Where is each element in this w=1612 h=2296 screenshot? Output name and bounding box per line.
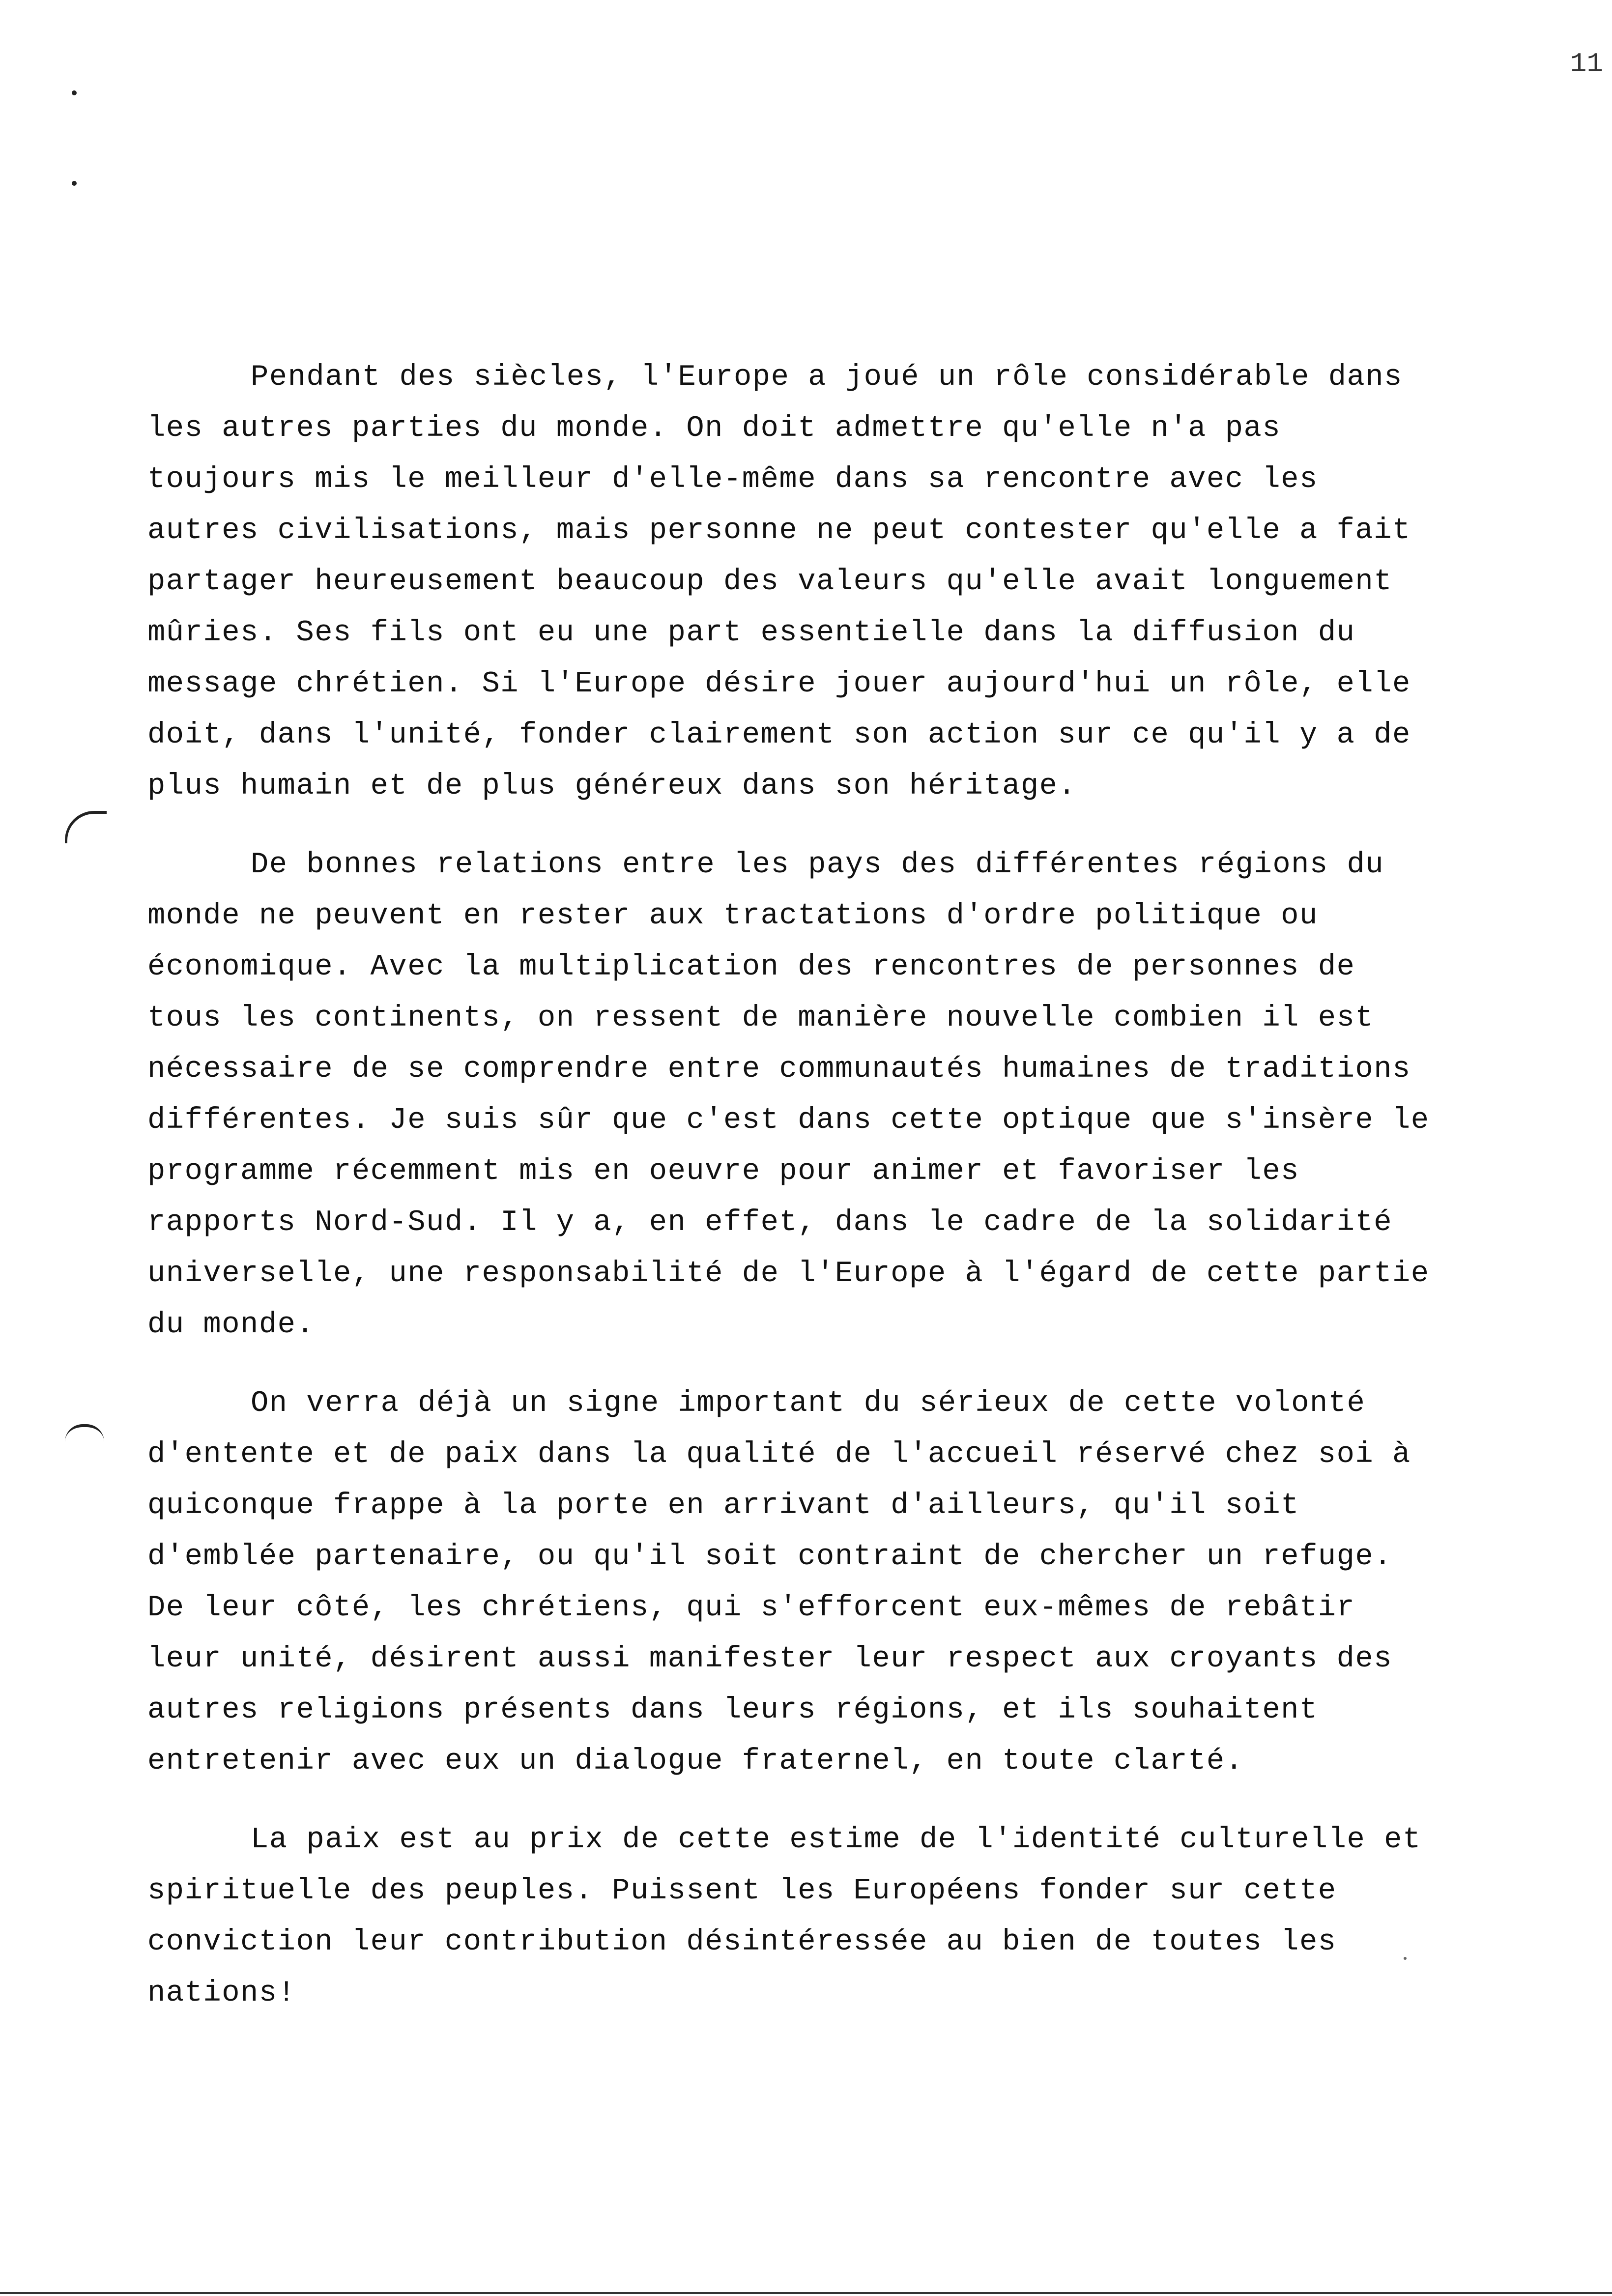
paragraph-2: De bonnes relations entre les pays des différentes régions du monde ne peuvent en rester aux tractations d'ordre politique ou économique. Avec la multiplication des rencontres de personnes de tous les continents, on ressent de manière nouvelle combien il est nécessaire de se comprendre entre communautés humaines de traditions différentes. Je suis sûr que c'est dans cette optique que s'insère le programme récemment mis en oeuvre pour animer et favoriser les rapports Nord-Sud. Il y a, en effet, dans le cadre de la solidarité universelle, une responsabilité de l'Europe à l'égard de cette partie du monde.: [147, 848, 1430, 1342]
paragraph-4: La paix est au prix de cette estime de l'identité culturelle et spirituelle des peuples. Puissent les Européens fonder sur cette conviction leur contribution désintéressée au bien de toutes les nations!: [147, 1823, 1421, 2010]
scan-mark: [65, 1424, 104, 1442]
scan-mark: [65, 811, 107, 843]
bottom-edge-line: [0, 2292, 1612, 2294]
scan-speck: [72, 90, 77, 95]
paragraph-1: Pendant des siècles, l'Europe a joué un rôle considérable dans les autres parties du monde. On doit admettre qu'elle n'a pas toujours mis le meilleur d'elle-même dans sa rencontre avec les autres civilisations, mais personne ne peut contester qu'elle a fait partager heureusement beaucoup des valeurs qu'elle avait longuement mûries. Ses fils ont eu une part essentielle dans la diffusion du message chrétien. Si l'Europe désire jouer aujourd'hui un rôle, elle doit, dans l'unité, fonder clairement son action sur ce qu'il y a de plus humain et de plus généreux dans son héritage.: [147, 361, 1411, 803]
body-text: [147, 352, 1435, 2019]
paragraph-3: On verra déjà un signe important du sérieux de cette volonté d'entente et de paix dans la qualité de l'accueil réservé chez soi à quiconque frappe à la porte en arrivant d'ailleurs, qu'il soit d'emblée partenaire, ou qu'il soit contraint de chercher un refuge. De leur côté, les chrétiens, qui s'efforcent eux-mêmes de rebâtir leur unité, désirent aussi manifester leur respect aux croyants des autres religions présents dans leurs régions, et ils souhaitent entretenir avec eux un dialogue fraternel, en toute clarté.: [147, 1387, 1411, 1778]
scan-speck: [72, 181, 77, 186]
page-number: 11: [1570, 48, 1603, 80]
